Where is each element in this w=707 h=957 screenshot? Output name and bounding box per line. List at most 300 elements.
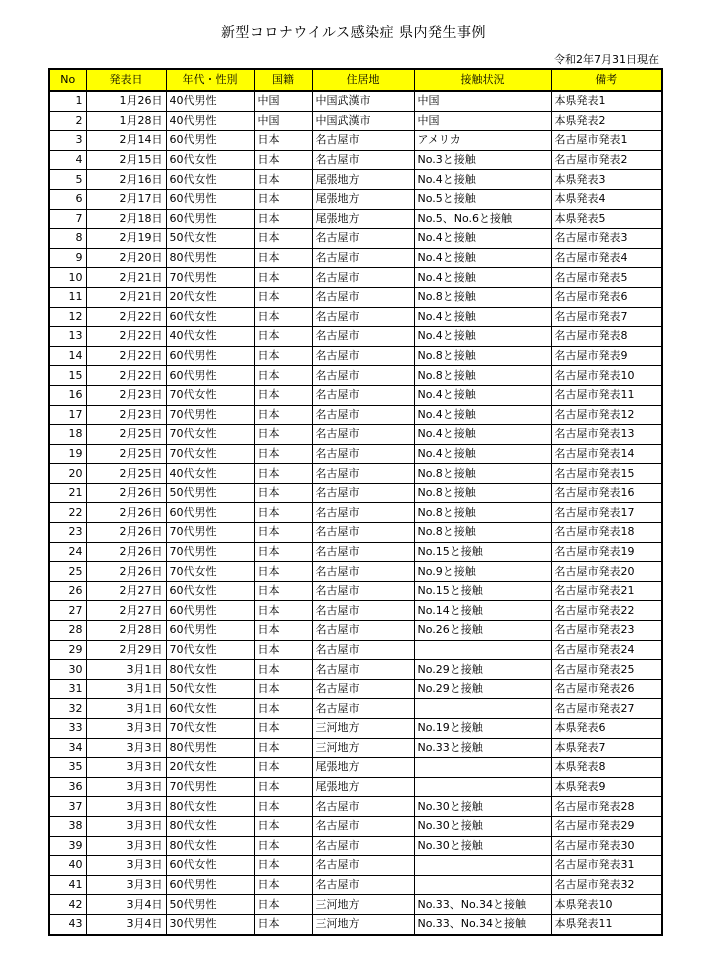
cell-no: 2 <box>49 111 86 131</box>
cell-date: 2月21日 <box>86 268 166 288</box>
cell-contact <box>414 758 551 778</box>
cell-contact: No.33、No.34と接触 <box>414 895 551 915</box>
cell-remarks: 名古屋市発表27 <box>551 699 662 719</box>
cell-residence: 名古屋市 <box>312 346 414 366</box>
cell-date: 2月18日 <box>86 209 166 229</box>
cell-nationality: 日本 <box>254 856 312 876</box>
cell-age-sex: 70代女性 <box>166 425 254 445</box>
cell-no: 14 <box>49 346 86 366</box>
cell-age-sex: 60代男性 <box>166 601 254 621</box>
cell-remarks: 名古屋市発表13 <box>551 425 662 445</box>
table-row <box>49 679 662 699</box>
cell-remarks: 本県発表6 <box>551 719 662 739</box>
cell-remarks: 本県発表3 <box>551 170 662 190</box>
column-header-no: No <box>49 69 86 91</box>
cell-date: 2月21日 <box>86 287 166 307</box>
cell-residence: 三河地方 <box>312 914 414 934</box>
cell-date: 2月17日 <box>86 189 166 209</box>
cell-residence: 中国武漢市 <box>312 91 414 111</box>
cell-remarks: 名古屋市発表1 <box>551 131 662 151</box>
cell-date: 3月3日 <box>86 856 166 876</box>
table-row <box>49 856 662 876</box>
cell-no: 43 <box>49 914 86 934</box>
cell-remarks: 本県発表4 <box>551 189 662 209</box>
cell-no: 3 <box>49 131 86 151</box>
cell-contact: No.8と接触 <box>414 346 551 366</box>
cell-remarks: 名古屋市発表29 <box>551 816 662 836</box>
cell-date: 2月28日 <box>86 621 166 641</box>
cell-nationality: 日本 <box>254 327 312 347</box>
cell-contact: アメリカ <box>414 131 551 151</box>
cell-no: 42 <box>49 895 86 915</box>
table-row <box>49 287 662 307</box>
cell-contact: No.5、No.6と接触 <box>414 209 551 229</box>
table-row <box>49 660 662 680</box>
cell-residence: 名古屋市 <box>312 366 414 386</box>
cell-residence: 名古屋市 <box>312 875 414 895</box>
cell-date: 2月22日 <box>86 327 166 347</box>
cell-nationality: 中国 <box>254 111 312 131</box>
cell-date: 1月26日 <box>86 91 166 111</box>
cell-no: 24 <box>49 542 86 562</box>
cell-remarks: 名古屋市発表16 <box>551 483 662 503</box>
cell-nationality: 日本 <box>254 660 312 680</box>
cell-residence: 名古屋市 <box>312 405 414 425</box>
cell-remarks: 名古屋市発表14 <box>551 444 662 464</box>
cell-residence: 名古屋市 <box>312 385 414 405</box>
cell-age-sex: 70代男性 <box>166 777 254 797</box>
cell-nationality: 日本 <box>254 640 312 660</box>
cell-contact: No.14と接触 <box>414 601 551 621</box>
cell-nationality: 日本 <box>254 346 312 366</box>
cell-age-sex: 60代男性 <box>166 875 254 895</box>
cell-age-sex: 60代男性 <box>166 189 254 209</box>
cell-age-sex: 70代男性 <box>166 542 254 562</box>
cell-contact: No.4と接触 <box>414 307 551 327</box>
table-row <box>49 150 662 170</box>
cell-residence: 名古屋市 <box>312 621 414 641</box>
cell-age-sex: 40代男性 <box>166 111 254 131</box>
cell-no: 12 <box>49 307 86 327</box>
cell-nationality: 日本 <box>254 385 312 405</box>
cell-no: 9 <box>49 248 86 268</box>
cell-no: 27 <box>49 601 86 621</box>
cell-nationality: 日本 <box>254 797 312 817</box>
cell-residence: 名古屋市 <box>312 562 414 582</box>
cell-nationality: 日本 <box>254 444 312 464</box>
table-row <box>49 268 662 288</box>
cell-remarks: 本県発表2 <box>551 111 662 131</box>
cell-contact: No.3と接触 <box>414 150 551 170</box>
cell-date: 3月3日 <box>86 758 166 778</box>
table-row <box>49 111 662 131</box>
cell-remarks: 名古屋市発表28 <box>551 797 662 817</box>
cell-age-sex: 70代女性 <box>166 640 254 660</box>
cell-age-sex: 80代女性 <box>166 660 254 680</box>
page-title: 新型コロナウイルス感染症 県内発生事例 <box>220 25 487 41</box>
table-row <box>49 777 662 797</box>
cell-date: 3月3日 <box>86 719 166 739</box>
cell-residence: 名古屋市 <box>312 797 414 817</box>
cell-residence: 中国武漢市 <box>312 111 414 131</box>
cell-date: 2月27日 <box>86 601 166 621</box>
cell-no: 41 <box>49 875 86 895</box>
cell-no: 19 <box>49 444 86 464</box>
cell-contact: No.8と接触 <box>414 287 551 307</box>
cell-residence: 名古屋市 <box>312 660 414 680</box>
cell-nationality: 日本 <box>254 503 312 523</box>
cell-residence: 尾張地方 <box>312 170 414 190</box>
cell-nationality: 日本 <box>254 679 312 699</box>
cell-nationality: 日本 <box>254 268 312 288</box>
cell-residence: 名古屋市 <box>312 444 414 464</box>
cell-remarks: 名古屋市発表12 <box>551 405 662 425</box>
cell-no: 16 <box>49 385 86 405</box>
cell-remarks: 名古屋市発表22 <box>551 601 662 621</box>
cell-contact: No.19と接触 <box>414 719 551 739</box>
cell-contact: No.15と接触 <box>414 581 551 601</box>
column-header-date: 発表日 <box>86 69 166 91</box>
cell-remarks: 名古屋市発表24 <box>551 640 662 660</box>
cell-age-sex: 80代男性 <box>166 738 254 758</box>
cell-no: 8 <box>49 229 86 249</box>
cell-contact: No.9と接触 <box>414 562 551 582</box>
cell-date: 2月26日 <box>86 562 166 582</box>
cell-remarks: 名古屋市発表2 <box>551 150 662 170</box>
table-row <box>49 503 662 523</box>
cell-age-sex: 70代男性 <box>166 523 254 543</box>
cell-date: 3月4日 <box>86 914 166 934</box>
cell-residence: 三河地方 <box>312 895 414 915</box>
column-header-age-sex: 年代・性別 <box>166 69 254 91</box>
cell-no: 7 <box>49 209 86 229</box>
cell-remarks: 名古屋市発表30 <box>551 836 662 856</box>
cell-nationality: 日本 <box>254 699 312 719</box>
cell-residence: 名古屋市 <box>312 150 414 170</box>
cell-age-sex: 70代女性 <box>166 385 254 405</box>
cell-contact: No.29と接触 <box>414 660 551 680</box>
cell-contact <box>414 777 551 797</box>
cell-date: 2月15日 <box>86 150 166 170</box>
cell-age-sex: 70代女性 <box>166 562 254 582</box>
table-row <box>49 699 662 719</box>
cell-nationality: 日本 <box>254 248 312 268</box>
cell-age-sex: 60代男性 <box>166 346 254 366</box>
cell-no: 39 <box>49 836 86 856</box>
cell-age-sex: 80代男性 <box>166 248 254 268</box>
cell-residence: 名古屋市 <box>312 816 414 836</box>
cell-no: 15 <box>49 366 86 386</box>
cell-contact: No.26と接触 <box>414 621 551 641</box>
cell-age-sex: 60代女性 <box>166 699 254 719</box>
cell-no: 23 <box>49 523 86 543</box>
cell-age-sex: 60代女性 <box>166 581 254 601</box>
cell-no: 22 <box>49 503 86 523</box>
cell-remarks: 名古屋市発表20 <box>551 562 662 582</box>
cell-nationality: 日本 <box>254 621 312 641</box>
cell-nationality: 日本 <box>254 738 312 758</box>
cell-remarks: 名古屋市発表5 <box>551 268 662 288</box>
cell-age-sex: 60代女性 <box>166 856 254 876</box>
cell-residence: 名古屋市 <box>312 287 414 307</box>
cell-nationality: 日本 <box>254 209 312 229</box>
cell-date: 3月3日 <box>86 797 166 817</box>
cell-contact: No.5と接触 <box>414 189 551 209</box>
as-of-date: 令和2年7月31日現在 <box>554 53 659 66</box>
cell-nationality: 日本 <box>254 170 312 190</box>
cell-remarks: 名古屋市発表8 <box>551 327 662 347</box>
cell-contact: No.30と接触 <box>414 836 551 856</box>
cell-remarks: 名古屋市発表9 <box>551 346 662 366</box>
cell-remarks: 名古屋市発表31 <box>551 856 662 876</box>
cell-age-sex: 80代女性 <box>166 797 254 817</box>
cell-nationality: 日本 <box>254 562 312 582</box>
cell-residence: 名古屋市 <box>312 699 414 719</box>
cell-date: 2月22日 <box>86 346 166 366</box>
cell-contact: No.30と接触 <box>414 816 551 836</box>
cell-no: 1 <box>49 91 86 111</box>
table-row <box>49 327 662 347</box>
cell-remarks: 名古屋市発表6 <box>551 287 662 307</box>
cell-no: 31 <box>49 679 86 699</box>
cell-nationality: 日本 <box>254 914 312 934</box>
cell-remarks: 名古屋市発表21 <box>551 581 662 601</box>
cell-date: 3月1日 <box>86 679 166 699</box>
cell-remarks: 本県発表10 <box>551 895 662 915</box>
column-header-residence: 住居地 <box>312 69 414 91</box>
cell-remarks: 名古屋市発表15 <box>551 464 662 484</box>
cell-remarks: 名古屋市発表11 <box>551 385 662 405</box>
cell-age-sex: 80代女性 <box>166 816 254 836</box>
table-row <box>49 895 662 915</box>
cell-age-sex: 40代女性 <box>166 464 254 484</box>
cell-no: 38 <box>49 816 86 836</box>
table-row <box>49 464 662 484</box>
cell-no: 35 <box>49 758 86 778</box>
cell-no: 11 <box>49 287 86 307</box>
cell-remarks: 名古屋市発表32 <box>551 875 662 895</box>
table-row <box>49 229 662 249</box>
cell-age-sex: 50代女性 <box>166 679 254 699</box>
cell-residence: 名古屋市 <box>312 229 414 249</box>
cell-no: 33 <box>49 719 86 739</box>
cell-residence: 名古屋市 <box>312 640 414 660</box>
cell-contact: No.4と接触 <box>414 268 551 288</box>
cases-table <box>48 68 663 936</box>
cell-residence: 尾張地方 <box>312 209 414 229</box>
cell-nationality: 日本 <box>254 307 312 327</box>
cell-residence: 名古屋市 <box>312 856 414 876</box>
table-row <box>49 875 662 895</box>
cell-remarks: 名古屋市発表17 <box>551 503 662 523</box>
cell-no: 28 <box>49 621 86 641</box>
cell-no: 34 <box>49 738 86 758</box>
table-row <box>49 346 662 366</box>
cell-remarks: 本県発表7 <box>551 738 662 758</box>
cell-contact: No.33、No.34と接触 <box>414 914 551 934</box>
cell-date: 2月25日 <box>86 464 166 484</box>
table-row <box>49 248 662 268</box>
cell-age-sex: 60代男性 <box>166 503 254 523</box>
cell-remarks: 名古屋市発表4 <box>551 248 662 268</box>
cell-contact: No.4と接触 <box>414 327 551 347</box>
cell-remarks: 本県発表1 <box>551 91 662 111</box>
cell-date: 3月1日 <box>86 699 166 719</box>
cell-residence: 名古屋市 <box>312 464 414 484</box>
cell-remarks: 名古屋市発表10 <box>551 366 662 386</box>
cell-residence: 名古屋市 <box>312 327 414 347</box>
table-row <box>49 307 662 327</box>
cell-date: 3月3日 <box>86 875 166 895</box>
cell-no: 18 <box>49 425 86 445</box>
cell-date: 3月3日 <box>86 738 166 758</box>
cell-contact: No.4と接触 <box>414 425 551 445</box>
cell-no: 25 <box>49 562 86 582</box>
cell-contact: No.29と接触 <box>414 679 551 699</box>
cell-date: 2月23日 <box>86 385 166 405</box>
cell-nationality: 日本 <box>254 601 312 621</box>
cell-residence: 名古屋市 <box>312 425 414 445</box>
cell-contact <box>414 640 551 660</box>
cell-age-sex: 70代男性 <box>166 405 254 425</box>
cell-nationality: 日本 <box>254 895 312 915</box>
cell-age-sex: 50代女性 <box>166 229 254 249</box>
cell-nationality: 日本 <box>254 581 312 601</box>
cell-contact <box>414 699 551 719</box>
cell-date: 3月3日 <box>86 816 166 836</box>
table-row <box>49 425 662 445</box>
cell-nationality: 日本 <box>254 464 312 484</box>
cell-nationality: 日本 <box>254 875 312 895</box>
table-row <box>49 366 662 386</box>
cell-remarks: 名古屋市発表26 <box>551 679 662 699</box>
cell-age-sex: 60代男性 <box>166 621 254 641</box>
cell-date: 2月20日 <box>86 248 166 268</box>
cell-no: 4 <box>49 150 86 170</box>
cell-no: 17 <box>49 405 86 425</box>
cell-no: 13 <box>49 327 86 347</box>
cell-no: 40 <box>49 856 86 876</box>
cell-nationality: 日本 <box>254 131 312 151</box>
cell-residence: 名古屋市 <box>312 131 414 151</box>
cell-contact: No.8と接触 <box>414 464 551 484</box>
cell-residence: 三河地方 <box>312 719 414 739</box>
cell-date: 2月23日 <box>86 405 166 425</box>
cell-residence: 名古屋市 <box>312 248 414 268</box>
cell-date: 3月3日 <box>86 777 166 797</box>
cell-no: 30 <box>49 660 86 680</box>
cell-nationality: 日本 <box>254 366 312 386</box>
cell-contact: No.30と接触 <box>414 797 551 817</box>
table-row <box>49 444 662 464</box>
cell-nationality: 日本 <box>254 719 312 739</box>
cell-date: 2月26日 <box>86 503 166 523</box>
cell-date: 2月26日 <box>86 542 166 562</box>
cell-contact: 中国 <box>414 91 551 111</box>
table-row <box>49 542 662 562</box>
cell-age-sex: 50代男性 <box>166 895 254 915</box>
cell-remarks: 名古屋市発表23 <box>551 621 662 641</box>
cell-date: 2月27日 <box>86 581 166 601</box>
cell-age-sex: 70代女性 <box>166 719 254 739</box>
cell-nationality: 日本 <box>254 542 312 562</box>
cell-date: 3月1日 <box>86 660 166 680</box>
table-row <box>49 758 662 778</box>
cell-date: 2月22日 <box>86 366 166 386</box>
cell-no: 21 <box>49 483 86 503</box>
cell-no: 10 <box>49 268 86 288</box>
column-header-nationality: 国籍 <box>254 69 312 91</box>
cell-contact: No.33と接触 <box>414 738 551 758</box>
cell-residence: 名古屋市 <box>312 503 414 523</box>
cell-no: 26 <box>49 581 86 601</box>
cell-age-sex: 30代男性 <box>166 914 254 934</box>
cell-date: 2月25日 <box>86 425 166 445</box>
cell-date: 2月26日 <box>86 483 166 503</box>
cell-contact <box>414 875 551 895</box>
cell-contact: No.4と接触 <box>414 229 551 249</box>
table-row <box>49 581 662 601</box>
table-row <box>49 405 662 425</box>
table-row <box>49 797 662 817</box>
cell-age-sex: 40代男性 <box>166 91 254 111</box>
cell-age-sex: 20代女性 <box>166 287 254 307</box>
cell-remarks: 本県発表8 <box>551 758 662 778</box>
table-row <box>49 189 662 209</box>
cell-no: 5 <box>49 170 86 190</box>
cell-residence: 尾張地方 <box>312 758 414 778</box>
table-row <box>49 914 662 934</box>
column-header-contact: 接触状況 <box>414 69 551 91</box>
cell-age-sex: 70代男性 <box>166 268 254 288</box>
table-row <box>49 523 662 543</box>
cell-date: 2月25日 <box>86 444 166 464</box>
cell-remarks: 名古屋市発表19 <box>551 542 662 562</box>
cell-date: 2月19日 <box>86 229 166 249</box>
cell-remarks: 名古屋市発表18 <box>551 523 662 543</box>
cell-residence: 名古屋市 <box>312 523 414 543</box>
table-row <box>49 209 662 229</box>
cell-contact: No.8と接触 <box>414 523 551 543</box>
cell-nationality: 日本 <box>254 758 312 778</box>
cell-residence: 名古屋市 <box>312 836 414 856</box>
cell-residence: 名古屋市 <box>312 601 414 621</box>
cell-residence: 名古屋市 <box>312 483 414 503</box>
table-row <box>49 836 662 856</box>
cell-contact: No.4と接触 <box>414 385 551 405</box>
table-row <box>49 91 662 111</box>
cell-residence: 三河地方 <box>312 738 414 758</box>
cell-nationality: 日本 <box>254 816 312 836</box>
cell-residence: 尾張地方 <box>312 777 414 797</box>
cell-remarks: 本県発表11 <box>551 914 662 934</box>
cell-age-sex: 70代女性 <box>166 444 254 464</box>
cell-nationality: 日本 <box>254 405 312 425</box>
cell-no: 29 <box>49 640 86 660</box>
cell-contact: No.4と接触 <box>414 248 551 268</box>
table-row <box>49 170 662 190</box>
cell-no: 32 <box>49 699 86 719</box>
cell-contact: No.4と接触 <box>414 444 551 464</box>
cell-date: 2月26日 <box>86 523 166 543</box>
table-row <box>49 640 662 660</box>
table-row <box>49 131 662 151</box>
cell-contact: No.8と接触 <box>414 503 551 523</box>
table-body <box>49 91 662 935</box>
cell-remarks: 本県発表9 <box>551 777 662 797</box>
table-row <box>49 719 662 739</box>
cell-residence: 名古屋市 <box>312 542 414 562</box>
